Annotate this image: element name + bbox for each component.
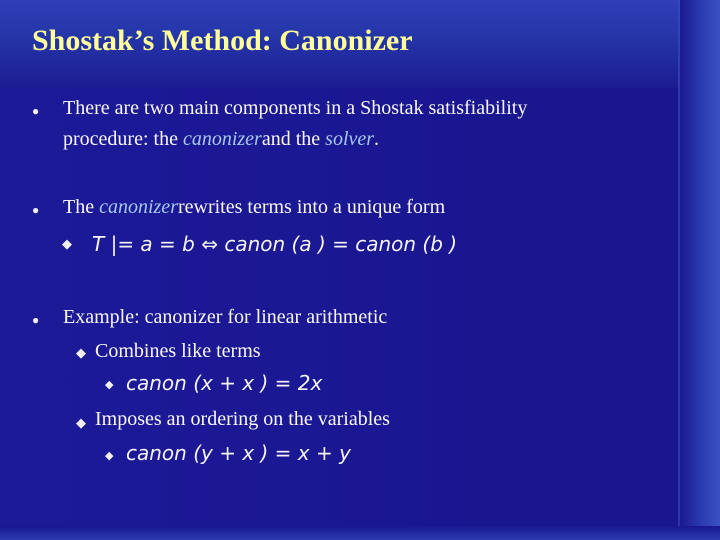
bullet-1-line-2-middle: and the	[261, 128, 326, 150]
bullet-3-sub-2: Imposes an ordering on the variables	[95, 408, 390, 430]
bullet-1-line-1: There are two main components in a Shostak satisfiability	[63, 97, 528, 119]
bullet-3-sub-2-formula: canon (y + x ) = x + y	[126, 441, 351, 465]
circle-bullet-icon: ●	[32, 104, 40, 118]
canonizer-term: canonizer	[99, 196, 178, 218]
bullet-2-prefix: The	[63, 196, 100, 218]
diamond-bullet-icon: ◆	[62, 236, 72, 251]
diamond-bullet-icon: ◆	[105, 379, 114, 391]
bullet-2-suffix: rewrites terms into a unique form	[177, 196, 446, 218]
solver-term: solver	[325, 128, 375, 150]
diamond-bullet-icon: ◆	[105, 450, 114, 462]
right-decorative-bar	[680, 0, 720, 540]
slide-title: Shostak’s Method: Canonizer	[32, 24, 413, 57]
circle-bullet-icon: ●	[32, 203, 40, 217]
bullet-1-line-2-end: .	[374, 128, 380, 150]
diamond-bullet-icon: ◆	[76, 415, 86, 430]
bullet-2-sub-formula: T |= a = b ⇔ canon (a ) = canon (b )	[92, 232, 458, 256]
diamond-bullet-icon: ◆	[76, 345, 86, 360]
circle-bullet-icon: ●	[32, 313, 40, 327]
bullet-3-sub-1-formula: canon (x + x ) = 2x	[126, 371, 323, 395]
bottom-decorative-bar	[0, 526, 720, 540]
bullet-1-line-2	[63, 128, 379, 151]
bullet-3-sub-1: Combines like terms	[95, 340, 261, 362]
bullet-3: Example: canonizer for linear arithmetic	[63, 306, 388, 328]
bullet-2	[63, 196, 445, 219]
bullet-1-line-2-prefix: procedure: the	[63, 128, 183, 150]
canonizer-term: canonizer	[182, 128, 262, 150]
